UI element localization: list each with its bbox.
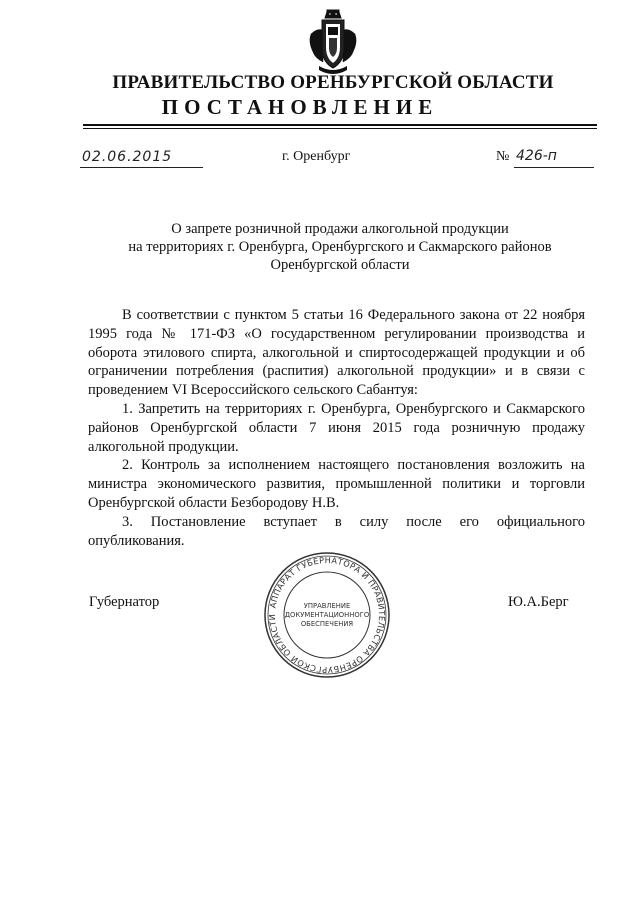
body-paragraph: 2. Контроль за исполнением настоящего постановления возложить на министра экономического развития, промышленной политики и торговли Оренбургской области Безбородову Н.В. — [88, 457, 585, 511]
coat-of-arms-icon — [305, 8, 361, 76]
date-underline — [80, 167, 203, 168]
document-date: 02.06.2015 — [82, 149, 173, 165]
signature-title: Губернатор — [89, 594, 160, 610]
organization-title: ПРАВИТЕЛЬСТВО ОРЕНБУРГСКОЙ ОБЛАСТИ — [112, 72, 554, 93]
document-city: г. Оренбург — [282, 149, 351, 164]
document-type-title: ПОСТАНОВЛЕНИЕ — [161, 95, 439, 119]
stamp-center-line: УПРАВЛЕНИЕ — [303, 602, 351, 610]
body-paragraph: В соответствии с пунктом 5 статьи 16 Федерального закона от 22 ноября 1995 года № 171-ФЗ «О государственном регулировании производства и оборота этилового спирта, алкогольной и спиртосодержащей продукции и об ограничении потребления (распития) алкогольной продукции» и в связи с проведением VI Всероссийского сельского Сабантуя: — [88, 307, 585, 399]
signature-name: Ю.А.Берг — [508, 594, 569, 610]
document-subject — [0, 220, 640, 274]
subject-line: Оренбургской области — [270, 257, 410, 273]
document-body — [88, 306, 585, 550]
number-underline — [514, 167, 594, 168]
subject-line: О запрете розничной продажи алкогольной продукции — [171, 221, 509, 237]
stamp-center-line: ДОКУМЕНТАЦИОННОГО — [284, 611, 370, 619]
official-stamp — [262, 550, 392, 680]
header-rule-thick — [83, 124, 597, 126]
body-paragraph: 1. Запретить на территориях г. Оренбурга, Оренбургского и Сакмарского районов Оренбургской области 7 июня 2015 года розничную продажу алкогольной продукции. — [88, 400, 585, 455]
body-paragraph: 3. Постановление вступает в силу после его официального опубликования. — [88, 513, 585, 549]
document-number: 426-п — [516, 148, 557, 164]
header-rule-thin — [83, 128, 597, 129]
stamp-center-line: ОБЕСПЕЧЕНИЯ — [300, 620, 354, 628]
document-number-label: № — [496, 149, 510, 164]
subject-line: на территориях г. Оренбурга, Оренбургского и Сакмарского районов — [128, 239, 552, 255]
stamp-outer-text: АППАРАТ ГУБЕРНАТОРА И ПРАВИТЕЛЬСТВА ОРЕНБУРГСКОЙ ОБЛАСТИ — [266, 554, 388, 676]
